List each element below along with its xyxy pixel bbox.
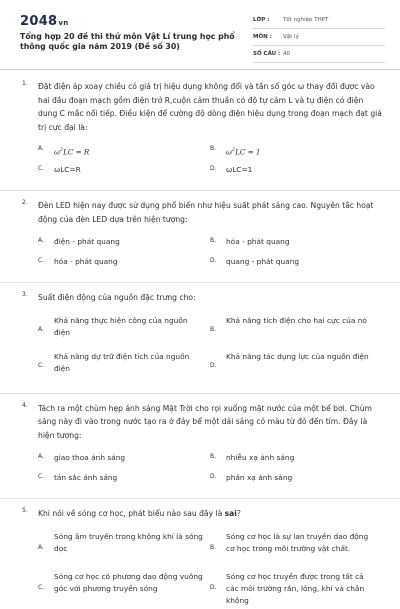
option-d[interactable] — [210, 470, 380, 490]
option-letter: A. — [38, 453, 44, 460]
question-text: Khi nói về sóng cơ học, phát biểu nào sau đây là sai? — [38, 509, 241, 518]
meta-label: LỚP : — [253, 17, 270, 23]
question-3 — [0, 291, 400, 394]
answer-options — [38, 529, 383, 609]
option-text: nhiễu xạ ánh sáng — [226, 453, 295, 462]
meta-grade — [253, 14, 385, 29]
question-text: Đèn LED hiện nay được sử dụng phổ biến như hiệu suất phát sáng cao. Nguyên tắc hoạt động của đèn LED dựa trên hiện tượng: — [38, 201, 374, 224]
option-text: ωLC=1 — [226, 165, 253, 174]
document-header — [0, 0, 400, 70]
option-letter: D. — [210, 583, 217, 591]
option-d[interactable] — [210, 569, 380, 609]
option-d[interactable] — [210, 254, 380, 274]
meta-label: MÔN : — [253, 34, 272, 40]
option-b[interactable] — [210, 450, 380, 470]
meta-value: Tốt nghiệp THPT — [283, 17, 329, 23]
option-text: Khả năng tích điện cho hai cực của nó — [226, 315, 367, 325]
emphasis-word: sai — [224, 509, 237, 518]
question-divider — [0, 393, 400, 394]
meta-value: Vật lý — [283, 34, 299, 40]
exam-meta — [253, 14, 385, 65]
option-b[interactable] — [210, 529, 380, 569]
option-letter: A. — [38, 237, 44, 244]
option-text: Sóng cơ học là sự lan truyền dao động cơ học trong môi trường vật chất. — [226, 531, 369, 553]
option-letter: C. — [38, 165, 45, 172]
option-text: hóa - phát quang — [226, 237, 290, 246]
option-letter: A. — [38, 543, 44, 551]
option-letter: B. — [210, 145, 217, 152]
option-text: Sóng cơ học có phương dao động vuông góc với phương truyền sóng — [54, 571, 203, 593]
question-text: Đặt điện áp xoay chiều có giá trị hiệu dụng không đổi và tần số góc ω thay đổi được vào hai đầu đoạn mạch gồm điện trở R,cuộn cảm thuần có độ tự cảm L và tụ điện có điện dung C mắc nối tiếp. Điều kiện để cường độ dòng điện hiệu dụng trong đoạn mạch đạt giá trị cực đại là: — [38, 82, 382, 132]
option-letter: D. — [210, 257, 217, 264]
meta-subject — [253, 31, 385, 46]
question-text: Suất điện động của nguồn đặc trưng cho: — [38, 293, 196, 302]
option-a[interactable] — [38, 529, 208, 569]
question-divider — [0, 282, 400, 283]
option-letter: B. — [210, 325, 217, 333]
option-b[interactable] — [210, 313, 380, 349]
option-text: Sóng âm truyền trong không khí là sóng dọc — [54, 531, 203, 553]
option-letter: C. — [38, 257, 45, 264]
meta-label: SỐ CÂU : — [253, 51, 281, 57]
option-letter: B. — [210, 237, 217, 244]
answer-options — [38, 313, 383, 385]
option-text: phản xạ ánh sáng — [226, 473, 293, 482]
option-text: quang - phát quang — [226, 257, 300, 266]
option-d[interactable] — [210, 162, 380, 182]
option-letter: D. — [210, 361, 217, 369]
question-number: 5. — [22, 507, 28, 514]
option-letter: C. — [38, 583, 45, 591]
answer-options — [38, 450, 383, 490]
option-c[interactable] — [38, 569, 208, 609]
option-b[interactable] — [210, 142, 380, 162]
question-5 — [0, 507, 400, 609]
option-text: Khả năng thực hiện công của nguồn điện — [54, 315, 188, 337]
meta-question-count — [253, 48, 385, 63]
question-text: Tách ra một chùm hẹp ánh sáng Mặt Trời cho rọi xuống mặt nước của một bể bơi. Chùm sáng này đi vào trong nước tạo ra ở đáy bể một dải sáng có màu từ đỏ đến tím. Đây là hiện tượng: — [38, 403, 372, 440]
option-c[interactable] — [38, 162, 208, 182]
question-number: 1. — [22, 80, 28, 87]
option-text: ωLC=R — [54, 165, 81, 174]
option-letter: D. — [210, 473, 217, 480]
option-text: Khả năng tác dụng lực của nguồn điện — [226, 351, 369, 361]
question-2 — [0, 199, 400, 283]
answer-options — [38, 142, 383, 182]
option-text: giao thoa ánh sáng — [54, 453, 126, 462]
option-d[interactable] — [210, 349, 380, 385]
option-letter: C. — [38, 361, 45, 369]
option-text: tán sắc ánh sáng — [54, 473, 118, 482]
logo-suffix: vn — [58, 19, 69, 27]
option-b[interactable] — [210, 234, 380, 254]
option-text: Khả năng dự trữ điện tích của nguồn điện — [54, 351, 190, 373]
answer-options — [38, 234, 383, 274]
option-letter: C. — [38, 473, 45, 480]
option-letter: A. — [38, 325, 44, 333]
option-letter: A. — [38, 145, 44, 152]
option-text: Sóng cơ học truyền được trong tất cả các môi trường rắn, lỏng, khí và chân không — [226, 571, 365, 605]
question-number: 4. — [22, 401, 28, 409]
option-letter: B. — [210, 453, 217, 460]
option-c[interactable] — [38, 254, 208, 274]
option-a[interactable] — [38, 450, 208, 470]
question-number: 3. — [22, 291, 28, 298]
question-1 — [0, 80, 400, 191]
site-logo[interactable]: 2048vn — [20, 14, 69, 29]
option-letter: B. — [210, 543, 217, 551]
option-a[interactable] — [38, 142, 208, 162]
question-4 — [0, 402, 400, 500]
option-text: điện - phát quang — [54, 237, 120, 246]
question-divider — [0, 498, 400, 499]
question-divider — [0, 190, 400, 191]
question-list — [0, 80, 400, 609]
option-letter: D. — [210, 165, 217, 172]
exam-title: Tổng hợp 20 đề thi thử môn Vật Lí trung học phổ thông quốc gia năm 2019 (Đề số 30) — [20, 32, 235, 51]
option-a[interactable] — [38, 234, 208, 254]
header-divider — [0, 69, 400, 70]
option-c[interactable] — [38, 470, 208, 490]
option-a[interactable] — [38, 313, 208, 349]
option-formula: $\omega^2LC = 1$ — [226, 147, 261, 157]
option-c[interactable] — [38, 349, 208, 385]
option-formula: $\omega^2LC = R$ — [54, 147, 90, 157]
option-text: hóa - phát quang — [54, 257, 118, 266]
meta-value: 40 — [283, 51, 290, 57]
question-number: 2. — [22, 199, 28, 206]
